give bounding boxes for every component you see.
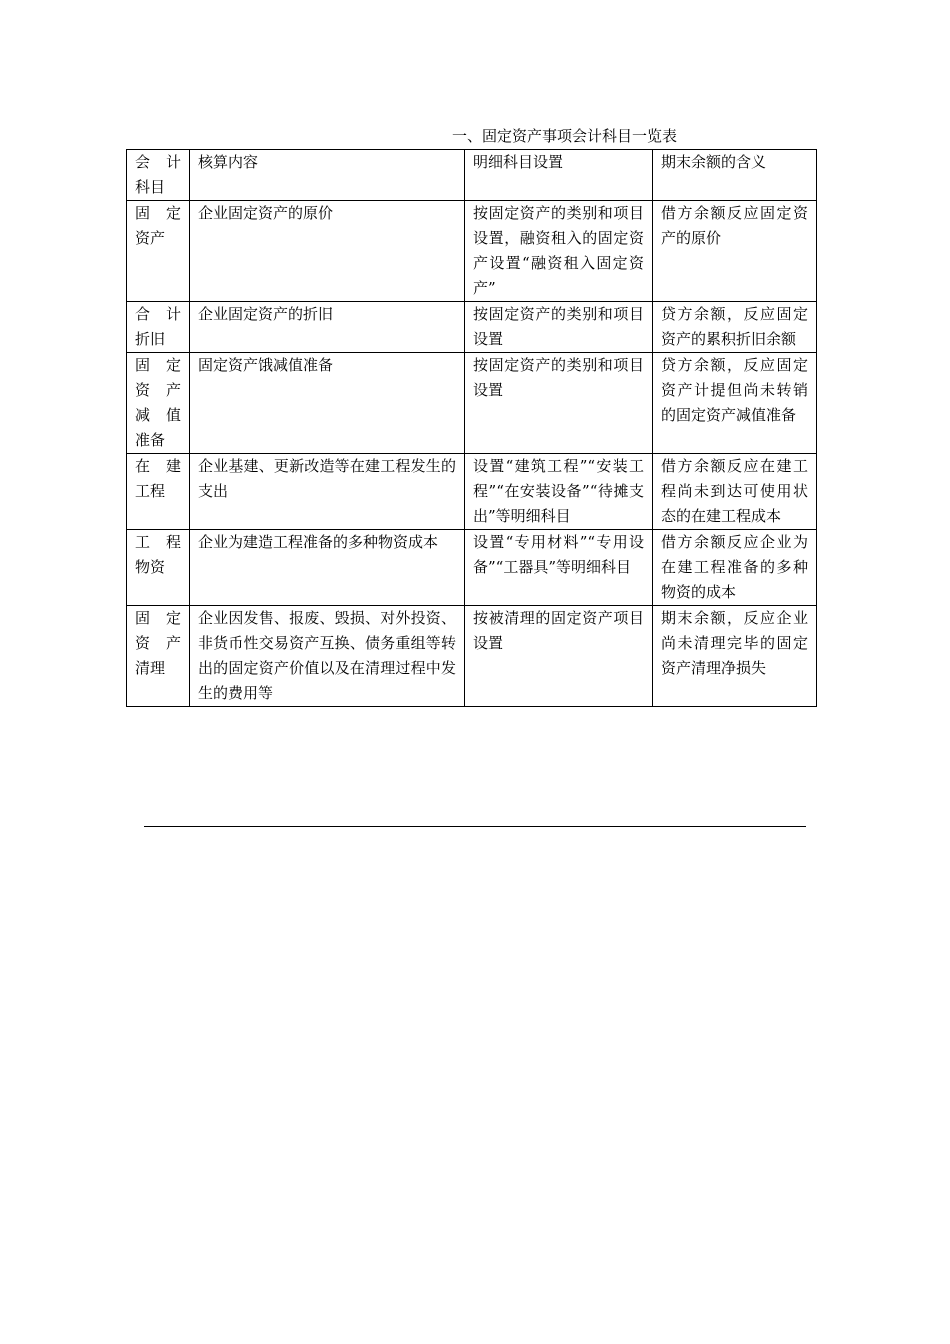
cell-content: 企业因发售、报废、毁损、对外投资、非货币性交易资产互换、债务重组等转出的固定资产价值以及在清理过程中发生的费用等 xyxy=(190,606,465,707)
account-table xyxy=(126,149,817,707)
cell-balance: 借方余额反应企业为在建工程准备的多种物资的成本 xyxy=(653,530,817,606)
table-row xyxy=(127,353,817,454)
cell-subject: 固 定 资产 xyxy=(127,201,190,302)
footer-divider xyxy=(144,826,806,827)
table-row xyxy=(127,606,817,707)
cell-balance: 借方余额反应固定资产的原价 xyxy=(653,201,817,302)
cell-subject: 在 建 工程 xyxy=(127,454,190,530)
cell-balance: 借方余额反应在建工程尚未到达可使用状态的在建工程成本 xyxy=(653,454,817,530)
cell-subject: 固 定 资 产 减 值 准备 xyxy=(127,353,190,454)
cell-content: 企业固定资产的折旧 xyxy=(190,302,465,353)
cell-content: 企业为建造工程准备的多种物资成本 xyxy=(190,530,465,606)
header-balance: 期末余额的含义 xyxy=(653,150,817,201)
cell-content: 企业固定资产的原价 xyxy=(190,201,465,302)
cell-subject: 合 计 折旧 xyxy=(127,302,190,353)
table-row xyxy=(127,302,817,353)
cell-content: 固定资产饿减值准备 xyxy=(190,353,465,454)
cell-subject: 工 程 物资 xyxy=(127,530,190,606)
cell-detail: 按被清理的固定资产项目设置 xyxy=(465,606,653,707)
cell-detail: 设置“专用材料”“专用设备”“工器具”等明细科目 xyxy=(465,530,653,606)
table-row xyxy=(127,201,817,302)
cell-detail: 设置“建筑工程”“安装工程”“在安装设备”“待摊支出”等明细科目 xyxy=(465,454,653,530)
table-header-row xyxy=(127,150,817,201)
cell-balance: 贷方余额，反应固定资产的累积折旧余额 xyxy=(653,302,817,353)
cell-content: 企业基建、更新改造等在建工程发生的支出 xyxy=(190,454,465,530)
table-row xyxy=(127,454,817,530)
header-subject: 会 计 科目 xyxy=(127,150,190,201)
cell-detail: 按固定资产的类别和项目设置，融资租入的固定资产设置“融资租入固定资产” xyxy=(465,201,653,302)
cell-detail: 按固定资产的类别和项目设置 xyxy=(465,353,653,454)
cell-balance: 贷方余额，反应固定资产计提但尚未转销的固定资产减值准备 xyxy=(653,353,817,454)
cell-balance: 期末余额，反应企业尚未清理完毕的固定资产清理净损失 xyxy=(653,606,817,707)
page-title: 一、固定资产事项会计科目一览表 xyxy=(452,127,678,145)
header-detail: 明细科目设置 xyxy=(465,150,653,201)
header-content: 核算内容 xyxy=(190,150,465,201)
table-row xyxy=(127,530,817,606)
cell-subject: 固 定 资 产 清理 xyxy=(127,606,190,707)
cell-detail: 按固定资产的类别和项目设置 xyxy=(465,302,653,353)
